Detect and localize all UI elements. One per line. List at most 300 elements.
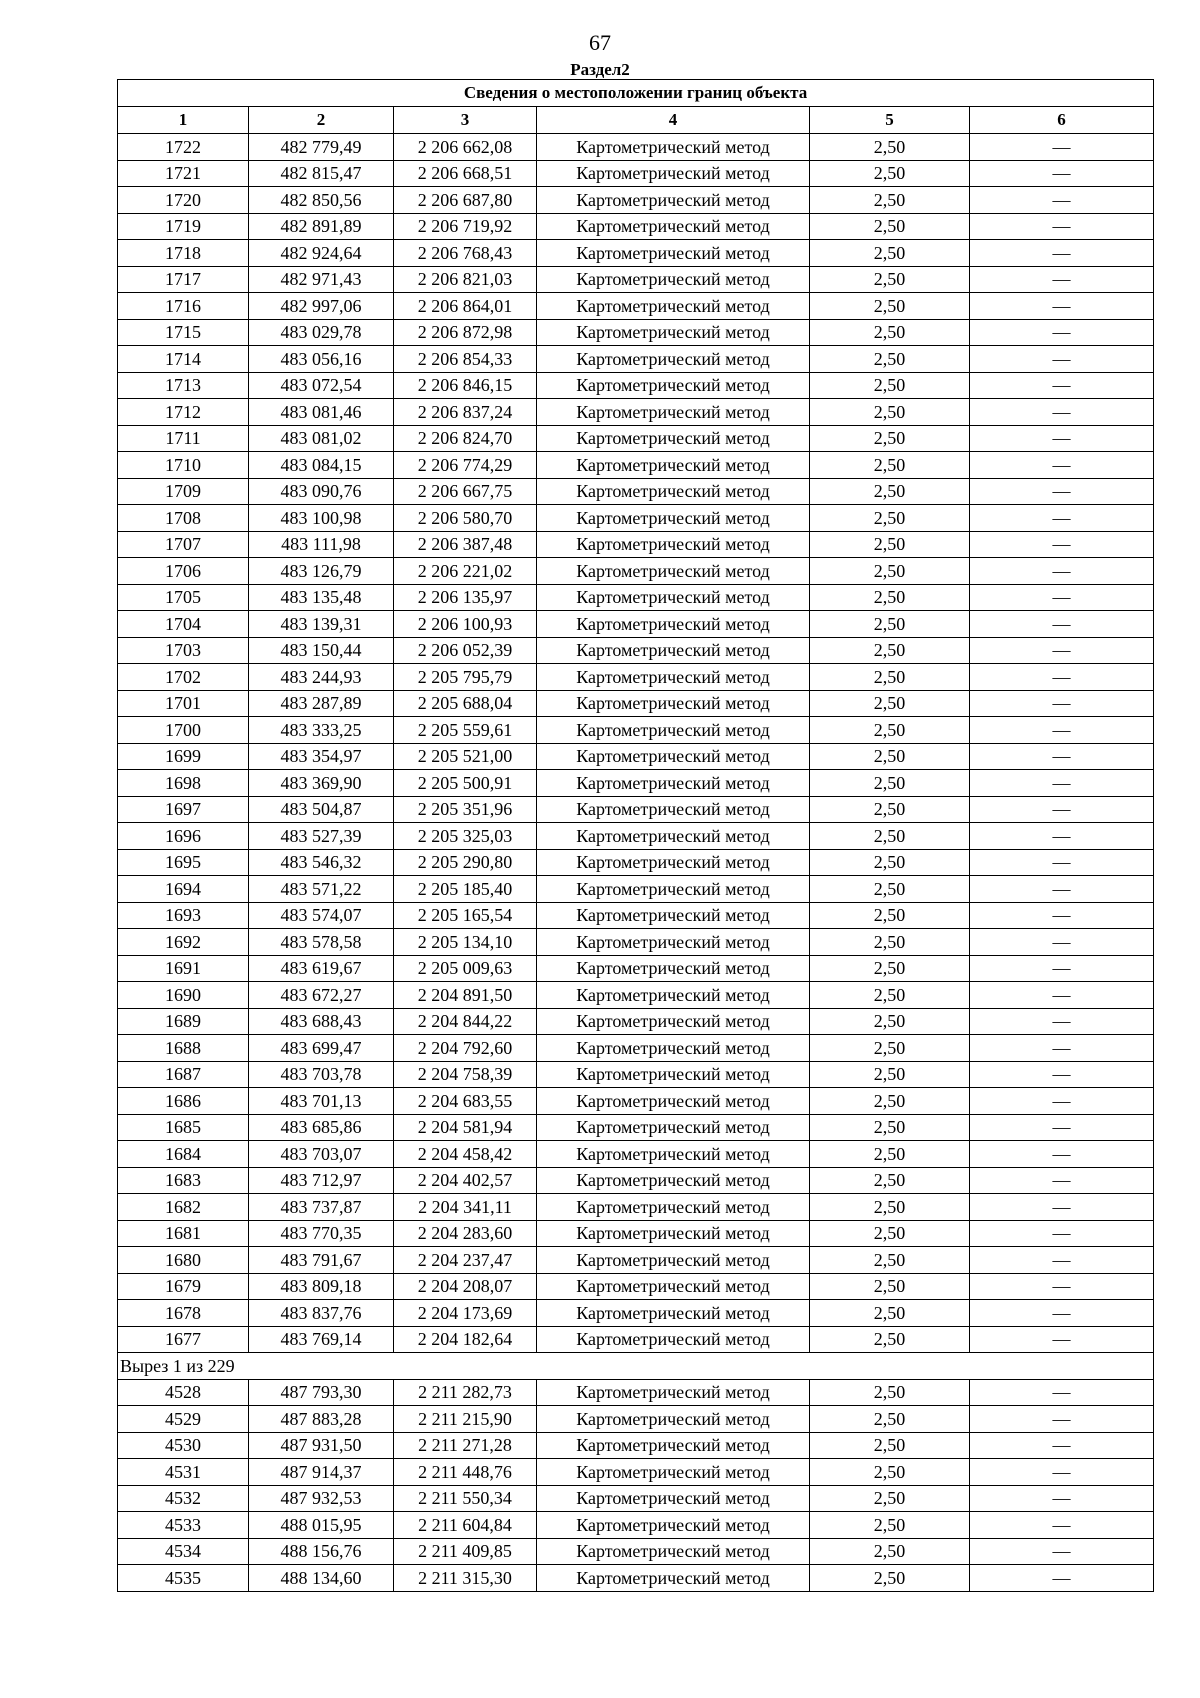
table-cell: Картометрический метод [537,1167,810,1194]
table-cell: 1696 [118,823,249,850]
table-caption: Сведения о местоположении границ объекта [118,80,1154,107]
table-cell: 2,50 [810,1114,970,1141]
table-cell: Картометрический метод [537,1194,810,1221]
table-cell: 2,50 [810,134,970,161]
table-row [118,1326,1154,1353]
table-cell: 2 206 580,70 [394,505,537,532]
table-cell: Картометрический метод [537,1565,810,1592]
table-row [118,1512,1154,1539]
table-row [118,213,1154,240]
table-cell: 1695 [118,849,249,876]
table-cell: — [970,1485,1154,1512]
table-cell: 4535 [118,1565,249,1592]
table-cell: 2 204 581,94 [394,1114,537,1141]
table-cell: 1686 [118,1088,249,1115]
table-cell: — [970,266,1154,293]
table-cell: 483 084,15 [249,452,394,479]
table-cell: 1711 [118,425,249,452]
table-cell: — [970,849,1154,876]
table-cell: 2,50 [810,452,970,479]
table-cell: 2 206 774,29 [394,452,537,479]
table-cell: 2,50 [810,1220,970,1247]
table-cell: 483 081,02 [249,425,394,452]
table-row [118,1273,1154,1300]
table-cell: 2,50 [810,902,970,929]
table-row [118,743,1154,770]
table-cell: 2,50 [810,664,970,691]
table-cell: 2,50 [810,796,970,823]
table-cell: 2,50 [810,1273,970,1300]
table-cell: 2 211 315,30 [394,1565,537,1592]
table-cell: 483 139,31 [249,611,394,638]
table-cell: 483 287,89 [249,690,394,717]
table-cell: 2,50 [810,1300,970,1327]
table-cell: 2 206 662,08 [394,134,537,161]
table-cell: 2,50 [810,1512,970,1539]
table-cell: 1685 [118,1114,249,1141]
table-cell: 2 211 282,73 [394,1379,537,1406]
table-cell: 1694 [118,876,249,903]
page-number: 67 [589,30,611,55]
table-row [118,1141,1154,1168]
table-cell: — [970,372,1154,399]
table-row [118,770,1154,797]
table-cell: — [970,478,1154,505]
table-cell: — [970,1273,1154,1300]
table-cell: 487 883,28 [249,1406,394,1433]
table-row [118,637,1154,664]
table-cell: Картометрический метод [537,955,810,982]
table-cell: 483 685,86 [249,1114,394,1141]
table-cell: 488 134,60 [249,1565,394,1592]
table-cell: 482 997,06 [249,293,394,320]
table-cell: 482 891,89 [249,213,394,240]
table-row [118,399,1154,426]
table-cell: 1689 [118,1008,249,1035]
table-cell: 2 205 134,10 [394,929,537,956]
table-row [118,160,1154,187]
table-cell: 1709 [118,478,249,505]
table-cell: 483 354,97 [249,743,394,770]
boundary-table-body [118,80,1154,1592]
table-row [118,1061,1154,1088]
table-cell: Картометрический метод [537,134,810,161]
table-cell: — [970,293,1154,320]
table-cell: 483 703,78 [249,1061,394,1088]
table-cell: 483 701,13 [249,1088,394,1115]
table-row [118,266,1154,293]
table-cell: 2,50 [810,187,970,214]
table-cell: 1678 [118,1300,249,1327]
table-row [118,240,1154,267]
table-cell: 2 205 351,96 [394,796,537,823]
table-cell: 2,50 [810,266,970,293]
table-cell: Картометрический метод [537,1538,810,1565]
table-cell: Картометрический метод [537,505,810,532]
table-row [118,849,1154,876]
table-cell: — [970,1008,1154,1035]
table-cell: 483 111,98 [249,531,394,558]
table-cell: 2,50 [810,743,970,770]
table-cell: 1719 [118,213,249,240]
table-row [118,929,1154,956]
table-row [118,134,1154,161]
table-cell: Картометрический метод [537,902,810,929]
table-cell: — [970,664,1154,691]
table-cell: 483 546,32 [249,849,394,876]
table-cell: 2 206 768,43 [394,240,537,267]
table-row [118,319,1154,346]
table-cell: 2 206 687,80 [394,187,537,214]
table-cell: 482 924,64 [249,240,394,267]
table-cell: — [970,1512,1154,1539]
table-cell: — [970,823,1154,850]
table-cell: — [970,1061,1154,1088]
table-cell: 1705 [118,584,249,611]
table-row [118,584,1154,611]
table-row [118,1379,1154,1406]
table-cell: 483 578,58 [249,929,394,956]
table-cell: 1697 [118,796,249,823]
table-cell: 4533 [118,1512,249,1539]
table-cell: 1683 [118,1167,249,1194]
table-cell: 2 204 208,07 [394,1273,537,1300]
table-cell: 1721 [118,160,249,187]
table-row [118,293,1154,320]
table-cell: 2 205 009,63 [394,955,537,982]
table-cell: 2 211 409,85 [394,1538,537,1565]
table-cell: Картометрический метод [537,187,810,214]
table-row [118,717,1154,744]
table-row [118,505,1154,532]
table-cell: — [970,1326,1154,1353]
table-cell: 2,50 [810,1088,970,1115]
table-cell: 2,50 [810,1167,970,1194]
table-cell: 1682 [118,1194,249,1221]
table-cell: 2,50 [810,531,970,558]
table-cell: 2,50 [810,1008,970,1035]
table-cell: 2 206 052,39 [394,637,537,664]
table-row [118,664,1154,691]
table-cell: 2 205 325,03 [394,823,537,850]
table-cell: 483 072,54 [249,372,394,399]
table-row [118,531,1154,558]
table-cell: 2 206 100,93 [394,611,537,638]
table-cell: 483 770,35 [249,1220,394,1247]
column-header: 2 [249,107,394,134]
table-cell: — [970,1247,1154,1274]
table-cell: 2 204 237,47 [394,1247,537,1274]
table-cell: 2,50 [810,584,970,611]
table-cell: 1715 [118,319,249,346]
table-cell: Картометрический метод [537,319,810,346]
table-cell: Картометрический метод [537,1061,810,1088]
table-cell: 482 850,56 [249,187,394,214]
table-cell: 2,50 [810,876,970,903]
table-row [118,346,1154,373]
table-row [118,187,1154,214]
table-cell: 2,50 [810,1432,970,1459]
table-cell: 1708 [118,505,249,532]
table-cell: 2 205 290,80 [394,849,537,876]
table-cell: 2,50 [810,293,970,320]
column-header: 4 [537,107,810,134]
table-cell: — [970,187,1154,214]
table-cell: Картометрический метод [537,796,810,823]
table-cell: 2,50 [810,1061,970,1088]
table-cell: 2 211 271,28 [394,1432,537,1459]
table-cell: 483 244,93 [249,664,394,691]
table-cell: 2,50 [810,1194,970,1221]
table-cell: 2,50 [810,955,970,982]
table-cell: 2 206 872,98 [394,319,537,346]
table-cell: 2,50 [810,1326,970,1353]
table-cell: 1700 [118,717,249,744]
table-cell: 2,50 [810,1379,970,1406]
table-cell: Картометрический метод [537,1088,810,1115]
table-cell: 1712 [118,399,249,426]
table-cell: 483 150,44 [249,637,394,664]
table-row [118,1300,1154,1327]
table-cell: 483 126,79 [249,558,394,585]
table-cell: — [970,240,1154,267]
table-cell: 2,50 [810,823,970,850]
table-row [118,478,1154,505]
table-row [118,1565,1154,1592]
table-cell: 2 206 668,51 [394,160,537,187]
table-cell: — [970,346,1154,373]
section-title: Раздел2 [570,60,630,79]
table-row [118,372,1154,399]
table-cell: 1716 [118,293,249,320]
table-cell: Картометрический метод [537,611,810,638]
table-cell: Картометрический метод [537,1406,810,1433]
table-row [118,611,1154,638]
table-cell: 2 206 824,70 [394,425,537,452]
table-cell: — [970,690,1154,717]
table-cell: 482 779,49 [249,134,394,161]
table-cell: 2 211 215,90 [394,1406,537,1433]
table-cell: 4532 [118,1485,249,1512]
table-cell: — [970,213,1154,240]
table-cell: Картометрический метод [537,876,810,903]
table-cell: Картометрический метод [537,1300,810,1327]
table-cell: 482 971,43 [249,266,394,293]
table-cell: — [970,1406,1154,1433]
table-cell: 483 369,90 [249,770,394,797]
table-cell: Картометрический метод [537,1432,810,1459]
table-cell: 2 211 550,34 [394,1485,537,1512]
table-cell: Картометрический метод [537,1035,810,1062]
table-cell: — [970,1565,1154,1592]
table-cell: 1706 [118,558,249,585]
table-cell: 482 815,47 [249,160,394,187]
table-cell: Картометрический метод [537,664,810,691]
table-cell: 1704 [118,611,249,638]
table-cell: 2,50 [810,1485,970,1512]
table-cell: 2 205 521,00 [394,743,537,770]
table-cell: Картометрический метод [537,1220,810,1247]
table-cell: 483 056,16 [249,346,394,373]
table-cell: 483 504,87 [249,796,394,823]
table-cell: — [970,1300,1154,1327]
table-cell: — [970,1459,1154,1486]
table-cell: 2 206 135,97 [394,584,537,611]
table-cell: 488 156,76 [249,1538,394,1565]
table-cell: 483 809,18 [249,1273,394,1300]
table-cell: 2,50 [810,319,970,346]
table-cell: — [970,1432,1154,1459]
table-cell: Картометрический метод [537,531,810,558]
table-cell: 2 205 795,79 [394,664,537,691]
separator-row [118,1353,1154,1380]
table-cell: Картометрический метод [537,213,810,240]
table-cell: — [970,584,1154,611]
table-cell: 2,50 [810,346,970,373]
table-cell: — [970,1538,1154,1565]
table-cell: 1681 [118,1220,249,1247]
table-cell: 1722 [118,134,249,161]
table-cell: — [970,929,1154,956]
table-cell: 1699 [118,743,249,770]
table-cell: 1703 [118,637,249,664]
table-cell: — [970,770,1154,797]
table-cell: 1702 [118,664,249,691]
table-row [118,1008,1154,1035]
table-row [118,1035,1154,1062]
table-cell: 2,50 [810,372,970,399]
table-cell: 483 081,46 [249,399,394,426]
column-header: 1 [118,107,249,134]
column-header: 5 [810,107,970,134]
table-cell: 2 204 758,39 [394,1061,537,1088]
table-cell: 1701 [118,690,249,717]
column-header: 6 [970,107,1154,134]
table-cell: 2 204 283,60 [394,1220,537,1247]
table-header-row [118,107,1154,134]
table-cell: 2 204 182,64 [394,1326,537,1353]
table-row [118,796,1154,823]
table-cell: 2,50 [810,505,970,532]
table-cell: 2,50 [810,1406,970,1433]
table-cell: — [970,1088,1154,1115]
table-cell: Картометрический метод [537,372,810,399]
table-cell: 2,50 [810,611,970,638]
table-cell: Картометрический метод [537,637,810,664]
table-cell: 483 571,22 [249,876,394,903]
table-cell: 2 205 185,40 [394,876,537,903]
table-cell: 1687 [118,1061,249,1088]
table-cell: 2,50 [810,1459,970,1486]
table-cell: 2 206 846,15 [394,372,537,399]
table-row [118,1247,1154,1274]
boundary-table [117,79,1154,1592]
table-cell: — [970,1167,1154,1194]
table-cell: Картометрический метод [537,1141,810,1168]
table-cell: Картометрический метод [537,1326,810,1353]
table-cell: — [970,399,1154,426]
table-cell: 1718 [118,240,249,267]
table-cell: 4529 [118,1406,249,1433]
table-cell: — [970,134,1154,161]
table-cell: 2,50 [810,240,970,267]
table-cell: 483 090,76 [249,478,394,505]
table-cell: Картометрический метод [537,770,810,797]
table-row [118,1406,1154,1433]
table-cell: 2,50 [810,425,970,452]
table-cell: 1680 [118,1247,249,1274]
table-cell: Картометрический метод [537,982,810,1009]
table-cell: 2,50 [810,1035,970,1062]
table-cell: 2 204 891,50 [394,982,537,1009]
table-cell: 1693 [118,902,249,929]
table-cell: — [970,902,1154,929]
table-row [118,1459,1154,1486]
table-cell: Картометрический метод [537,1485,810,1512]
table-cell: 1707 [118,531,249,558]
table-cell: 487 793,30 [249,1379,394,1406]
table-row [118,982,1154,1009]
table-cell: 2,50 [810,213,970,240]
table-row [118,955,1154,982]
table-row [118,690,1154,717]
table-row [118,452,1154,479]
table-cell: 2 205 559,61 [394,717,537,744]
table-cell: 2,50 [810,770,970,797]
table-row [118,558,1154,585]
table-cell: Картометрический метод [537,478,810,505]
table-cell: 2 206 719,92 [394,213,537,240]
table-cell: 488 015,95 [249,1512,394,1539]
table-cell: 4530 [118,1432,249,1459]
table-cell: Картометрический метод [537,293,810,320]
table-cell: 483 574,07 [249,902,394,929]
table-cell: 2,50 [810,478,970,505]
table-cell: 2 205 688,04 [394,690,537,717]
table-cell: 1691 [118,955,249,982]
table-cell: Картометрический метод [537,743,810,770]
table-caption-row [118,80,1154,107]
table-cell: 1714 [118,346,249,373]
table-cell: 2 204 341,11 [394,1194,537,1221]
table-cell: 1677 [118,1326,249,1353]
table-cell: 2 206 864,01 [394,293,537,320]
table-row [118,1114,1154,1141]
table-cell: 2 204 402,57 [394,1167,537,1194]
table-cell: 2,50 [810,399,970,426]
table-cell: 2 211 448,76 [394,1459,537,1486]
table-cell: Картометрический метод [537,849,810,876]
table-cell: — [970,505,1154,532]
table-cell: 2 204 792,60 [394,1035,537,1062]
table-cell: 1710 [118,452,249,479]
table-cell: — [970,319,1154,346]
table-cell: 1684 [118,1141,249,1168]
table-cell: 487 914,37 [249,1459,394,1486]
table-cell: 483 837,76 [249,1300,394,1327]
table-cell: Картометрический метод [537,717,810,744]
table-cell: Картометрический метод [537,1273,810,1300]
table-cell: Картометрический метод [537,240,810,267]
table-cell: 2 204 173,69 [394,1300,537,1327]
table-cell: 2,50 [810,1141,970,1168]
table-cell: — [970,531,1154,558]
table-cell: 483 672,27 [249,982,394,1009]
table-cell: — [970,160,1154,187]
table-cell: 1713 [118,372,249,399]
table-cell: 2 205 165,54 [394,902,537,929]
table-cell: 2 206 837,24 [394,399,537,426]
